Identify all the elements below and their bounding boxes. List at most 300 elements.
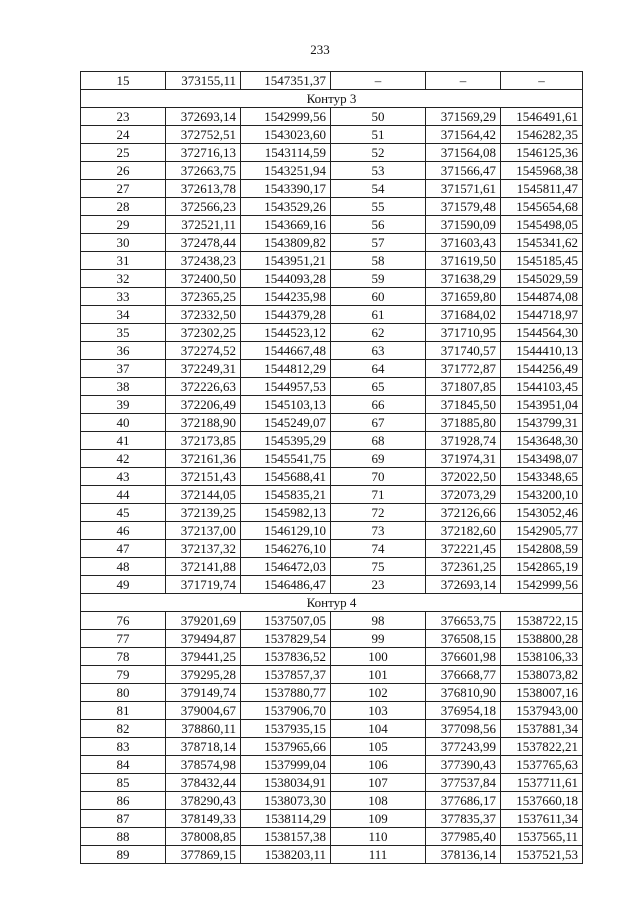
- x-coordinate: 376601,98: [426, 648, 501, 666]
- x-coordinate: –: [426, 72, 501, 90]
- page-number: 233: [310, 42, 330, 57]
- x-coordinate: 371569,29: [426, 108, 501, 126]
- x-coordinate: 376668,77: [426, 666, 501, 684]
- point-number: 57: [331, 234, 426, 252]
- table-row: [81, 810, 583, 828]
- y-coordinate: 1537565,11: [501, 828, 583, 846]
- point-number: 87: [81, 810, 166, 828]
- table-row: [81, 576, 583, 594]
- x-coordinate: 371885,80: [426, 414, 501, 432]
- x-coordinate: 372161,36: [166, 450, 241, 468]
- y-coordinate: 1545654,68: [501, 198, 583, 216]
- y-coordinate: 1546472,03: [241, 558, 331, 576]
- point-number: 60: [331, 288, 426, 306]
- point-number: 35: [81, 324, 166, 342]
- y-coordinate: 1543498,07: [501, 450, 583, 468]
- table-row: [81, 144, 583, 162]
- point-number: 15: [81, 72, 166, 90]
- point-number: 74: [331, 540, 426, 558]
- point-number: 23: [331, 576, 426, 594]
- x-coordinate: 372182,60: [426, 522, 501, 540]
- point-number: 47: [81, 540, 166, 558]
- y-coordinate: 1537836,52: [241, 648, 331, 666]
- point-number: 105: [331, 738, 426, 756]
- y-coordinate: 1545498,05: [501, 216, 583, 234]
- x-coordinate: 378149,33: [166, 810, 241, 828]
- y-coordinate: 1542905,77: [501, 522, 583, 540]
- table-row: [81, 792, 583, 810]
- point-number: 82: [81, 720, 166, 738]
- x-coordinate: 376653,75: [426, 612, 501, 630]
- y-coordinate: 1538800,28: [501, 630, 583, 648]
- table-row: [81, 108, 583, 126]
- x-coordinate: 371638,29: [426, 270, 501, 288]
- x-coordinate: 372752,51: [166, 126, 241, 144]
- y-coordinate: 1545395,29: [241, 432, 331, 450]
- x-coordinate: 378574,98: [166, 756, 241, 774]
- y-coordinate: 1537999,04: [241, 756, 331, 774]
- y-coordinate: 1546125,36: [501, 144, 583, 162]
- x-coordinate: 378432,44: [166, 774, 241, 792]
- point-number: 103: [331, 702, 426, 720]
- point-number: 24: [81, 126, 166, 144]
- section-title: Контур 3: [81, 90, 583, 108]
- y-coordinate: 1545688,41: [241, 468, 331, 486]
- point-number: 78: [81, 648, 166, 666]
- y-coordinate: 1546276,10: [241, 540, 331, 558]
- table-row: [81, 774, 583, 792]
- table-row: [81, 468, 583, 486]
- y-coordinate: 1544103,45: [501, 378, 583, 396]
- table-row: [81, 126, 583, 144]
- y-coordinate: 1543951,21: [241, 252, 331, 270]
- table-row: [81, 702, 583, 720]
- table-row: [81, 720, 583, 738]
- x-coordinate: 378136,14: [426, 846, 501, 864]
- point-number: 28: [81, 198, 166, 216]
- point-number: 43: [81, 468, 166, 486]
- point-number: 81: [81, 702, 166, 720]
- point-number: 77: [81, 630, 166, 648]
- x-coordinate: 372365,25: [166, 288, 241, 306]
- point-number: 108: [331, 792, 426, 810]
- point-number: 63: [331, 342, 426, 360]
- y-coordinate: 1542999,56: [501, 576, 583, 594]
- table-row: [81, 486, 583, 504]
- point-number: 89: [81, 846, 166, 864]
- section-header-row: [81, 594, 583, 612]
- point-number: 61: [331, 306, 426, 324]
- y-coordinate: 1545541,75: [241, 450, 331, 468]
- point-number: 71: [331, 486, 426, 504]
- point-number: 79: [81, 666, 166, 684]
- x-coordinate: 372361,25: [426, 558, 501, 576]
- point-number: 62: [331, 324, 426, 342]
- y-coordinate: 1537906,70: [241, 702, 331, 720]
- table-row: [81, 180, 583, 198]
- x-coordinate: 376508,15: [426, 630, 501, 648]
- x-coordinate: 371772,87: [426, 360, 501, 378]
- point-number: 58: [331, 252, 426, 270]
- x-coordinate: 373155,11: [166, 72, 241, 90]
- table-row: [81, 414, 583, 432]
- y-coordinate: 1547351,37: [241, 72, 331, 90]
- x-coordinate: 372521,11: [166, 216, 241, 234]
- x-coordinate: 372173,85: [166, 432, 241, 450]
- y-coordinate: 1544718,97: [501, 306, 583, 324]
- y-coordinate: 1537935,15: [241, 720, 331, 738]
- y-coordinate: 1537943,00: [501, 702, 583, 720]
- table-row: [81, 738, 583, 756]
- point-number: 41: [81, 432, 166, 450]
- table-row: [81, 234, 583, 252]
- x-coordinate: 378008,85: [166, 828, 241, 846]
- point-number: 50: [331, 108, 426, 126]
- point-number: 42: [81, 450, 166, 468]
- table-row: [81, 216, 583, 234]
- point-number: 65: [331, 378, 426, 396]
- table-row: [81, 306, 583, 324]
- y-coordinate: 1538007,16: [501, 684, 583, 702]
- y-coordinate: 1538114,29: [241, 810, 331, 828]
- point-number: 80: [81, 684, 166, 702]
- x-coordinate: 377686,17: [426, 792, 501, 810]
- point-number: 102: [331, 684, 426, 702]
- x-coordinate: 371571,61: [426, 180, 501, 198]
- x-coordinate: 372249,31: [166, 360, 241, 378]
- y-coordinate: 1546491,61: [501, 108, 583, 126]
- y-coordinate: 1543348,65: [501, 468, 583, 486]
- table-row: [81, 522, 583, 540]
- x-coordinate: 371807,85: [426, 378, 501, 396]
- point-number: 110: [331, 828, 426, 846]
- table-row: [81, 450, 583, 468]
- x-coordinate: 371564,08: [426, 144, 501, 162]
- y-coordinate: 1537611,34: [501, 810, 583, 828]
- y-coordinate: 1544667,48: [241, 342, 331, 360]
- point-number: 39: [81, 396, 166, 414]
- x-coordinate: 372332,50: [166, 306, 241, 324]
- x-coordinate: 377985,40: [426, 828, 501, 846]
- point-number: 67: [331, 414, 426, 432]
- y-coordinate: 1544379,28: [241, 306, 331, 324]
- table-row: [81, 342, 583, 360]
- y-coordinate: 1543669,16: [241, 216, 331, 234]
- y-coordinate: 1545341,62: [501, 234, 583, 252]
- x-coordinate: 371579,48: [426, 198, 501, 216]
- y-coordinate: 1543809,82: [241, 234, 331, 252]
- y-coordinate: 1537660,18: [501, 792, 583, 810]
- y-coordinate: 1543529,26: [241, 198, 331, 216]
- x-coordinate: 372274,52: [166, 342, 241, 360]
- point-number: 37: [81, 360, 166, 378]
- x-coordinate: 372302,25: [166, 324, 241, 342]
- table-row: [81, 558, 583, 576]
- table-row: [81, 666, 583, 684]
- y-coordinate: 1538073,82: [501, 666, 583, 684]
- table-row: [81, 288, 583, 306]
- x-coordinate: 372137,32: [166, 540, 241, 558]
- point-number: 32: [81, 270, 166, 288]
- y-coordinate: 1537507,05: [241, 612, 331, 630]
- point-number: 69: [331, 450, 426, 468]
- y-coordinate: 1544256,49: [501, 360, 583, 378]
- y-coordinate: 1543390,17: [241, 180, 331, 198]
- point-number: 84: [81, 756, 166, 774]
- y-coordinate: 1545103,13: [241, 396, 331, 414]
- point-number: 106: [331, 756, 426, 774]
- x-coordinate: 378290,43: [166, 792, 241, 810]
- y-coordinate: 1538106,33: [501, 648, 583, 666]
- y-coordinate: 1543023,60: [241, 126, 331, 144]
- y-coordinate: 1545029,59: [501, 270, 583, 288]
- y-coordinate: 1538034,91: [241, 774, 331, 792]
- y-coordinate: 1537822,21: [501, 738, 583, 756]
- x-coordinate: 371928,74: [426, 432, 501, 450]
- table-row: [81, 72, 583, 90]
- point-number: 38: [81, 378, 166, 396]
- y-coordinate: 1538157,38: [241, 828, 331, 846]
- table-row: [81, 396, 583, 414]
- x-coordinate: 371710,95: [426, 324, 501, 342]
- x-coordinate: 372137,00: [166, 522, 241, 540]
- point-number: 31: [81, 252, 166, 270]
- point-number: 48: [81, 558, 166, 576]
- point-number: 26: [81, 162, 166, 180]
- point-number: 29: [81, 216, 166, 234]
- y-coordinate: 1544523,12: [241, 324, 331, 342]
- point-number: 66: [331, 396, 426, 414]
- point-number: 75: [331, 558, 426, 576]
- y-coordinate: 1544410,13: [501, 342, 583, 360]
- table-row: [81, 756, 583, 774]
- y-coordinate: 1546282,35: [501, 126, 583, 144]
- y-coordinate: 1545835,21: [241, 486, 331, 504]
- point-number: 33: [81, 288, 166, 306]
- table-row: [81, 378, 583, 396]
- point-number: 54: [331, 180, 426, 198]
- x-coordinate: 371684,02: [426, 306, 501, 324]
- y-coordinate: 1544874,08: [501, 288, 583, 306]
- x-coordinate: 376810,90: [426, 684, 501, 702]
- x-coordinate: 372188,90: [166, 414, 241, 432]
- y-coordinate: 1543799,31: [501, 414, 583, 432]
- point-number: 51: [331, 126, 426, 144]
- x-coordinate: 378718,14: [166, 738, 241, 756]
- y-coordinate: 1544957,53: [241, 378, 331, 396]
- coordinates-table: [80, 71, 583, 864]
- table-row: [81, 252, 583, 270]
- x-coordinate: 371659,80: [426, 288, 501, 306]
- y-coordinate: 1537829,54: [241, 630, 331, 648]
- y-coordinate: 1543114,59: [241, 144, 331, 162]
- y-coordinate: 1544564,30: [501, 324, 583, 342]
- point-number: 99: [331, 630, 426, 648]
- x-coordinate: 376954,18: [426, 702, 501, 720]
- x-coordinate: 379149,74: [166, 684, 241, 702]
- section-header-row: [81, 90, 583, 108]
- x-coordinate: 379295,28: [166, 666, 241, 684]
- point-number: 25: [81, 144, 166, 162]
- y-coordinate: 1537521,53: [501, 846, 583, 864]
- x-coordinate: 372693,14: [426, 576, 501, 594]
- section-title: Контур 4: [81, 594, 583, 612]
- x-coordinate: 372206,49: [166, 396, 241, 414]
- x-coordinate: 379494,87: [166, 630, 241, 648]
- y-coordinate: 1544093,28: [241, 270, 331, 288]
- point-number: 34: [81, 306, 166, 324]
- point-number: 53: [331, 162, 426, 180]
- y-coordinate: 1538722,15: [501, 612, 583, 630]
- x-coordinate: 377537,84: [426, 774, 501, 792]
- y-coordinate: 1545811,47: [501, 180, 583, 198]
- point-number: 73: [331, 522, 426, 540]
- table-row: [81, 432, 583, 450]
- y-coordinate: 1544812,29: [241, 360, 331, 378]
- x-coordinate: 372221,45: [426, 540, 501, 558]
- point-number: 64: [331, 360, 426, 378]
- y-coordinate: 1545968,38: [501, 162, 583, 180]
- y-coordinate: 1542808,59: [501, 540, 583, 558]
- table-row: [81, 648, 583, 666]
- x-coordinate: 371845,50: [426, 396, 501, 414]
- y-coordinate: 1537880,77: [241, 684, 331, 702]
- point-number: 36: [81, 342, 166, 360]
- table-row: [81, 324, 583, 342]
- y-coordinate: 1542865,19: [501, 558, 583, 576]
- y-coordinate: 1544235,98: [241, 288, 331, 306]
- table-row: [81, 612, 583, 630]
- point-number: 101: [331, 666, 426, 684]
- table-row: [81, 630, 583, 648]
- point-number: 88: [81, 828, 166, 846]
- x-coordinate: 371740,57: [426, 342, 501, 360]
- point-number: 30: [81, 234, 166, 252]
- x-coordinate: 377098,56: [426, 720, 501, 738]
- x-coordinate: 371590,09: [426, 216, 501, 234]
- point-number: 23: [81, 108, 166, 126]
- x-coordinate: 372663,75: [166, 162, 241, 180]
- x-coordinate: 372126,66: [426, 504, 501, 522]
- point-number: 107: [331, 774, 426, 792]
- x-coordinate: 372613,78: [166, 180, 241, 198]
- point-number: 104: [331, 720, 426, 738]
- x-coordinate: 371566,47: [426, 162, 501, 180]
- point-number: 55: [331, 198, 426, 216]
- y-coordinate: 1546486,47: [241, 576, 331, 594]
- table-row: [81, 540, 583, 558]
- x-coordinate: 371564,42: [426, 126, 501, 144]
- x-coordinate: 372400,50: [166, 270, 241, 288]
- point-number: –: [331, 72, 426, 90]
- table-row: [81, 360, 583, 378]
- y-coordinate: 1537857,37: [241, 666, 331, 684]
- point-number: 76: [81, 612, 166, 630]
- table-row: [81, 270, 583, 288]
- x-coordinate: 377243,99: [426, 738, 501, 756]
- point-number: 72: [331, 504, 426, 522]
- x-coordinate: 379441,25: [166, 648, 241, 666]
- y-coordinate: 1543251,94: [241, 162, 331, 180]
- point-number: 111: [331, 846, 426, 864]
- y-coordinate: 1545249,07: [241, 414, 331, 432]
- table-row: [81, 162, 583, 180]
- x-coordinate: 372073,29: [426, 486, 501, 504]
- point-number: 83: [81, 738, 166, 756]
- y-coordinate: 1537711,61: [501, 774, 583, 792]
- x-coordinate: 377390,43: [426, 756, 501, 774]
- x-coordinate: 372716,13: [166, 144, 241, 162]
- y-coordinate: 1537965,66: [241, 738, 331, 756]
- y-coordinate: 1543951,04: [501, 396, 583, 414]
- point-number: 68: [331, 432, 426, 450]
- y-coordinate: 1543648,30: [501, 432, 583, 450]
- point-number: 56: [331, 216, 426, 234]
- x-coordinate: 377835,37: [426, 810, 501, 828]
- table-row: [81, 828, 583, 846]
- y-coordinate: 1542999,56: [241, 108, 331, 126]
- y-coordinate: 1546129,10: [241, 522, 331, 540]
- point-number: 70: [331, 468, 426, 486]
- y-coordinate: 1538203,11: [241, 846, 331, 864]
- x-coordinate: 372693,14: [166, 108, 241, 126]
- table-row: [81, 684, 583, 702]
- x-coordinate: 371603,43: [426, 234, 501, 252]
- x-coordinate: 372139,25: [166, 504, 241, 522]
- point-number: 44: [81, 486, 166, 504]
- x-coordinate: 379004,67: [166, 702, 241, 720]
- x-coordinate: 371619,50: [426, 252, 501, 270]
- table-row: [81, 198, 583, 216]
- coordinates-table-body: [81, 72, 583, 864]
- x-coordinate: 371974,31: [426, 450, 501, 468]
- table-row: [81, 504, 583, 522]
- y-coordinate: 1545982,13: [241, 504, 331, 522]
- point-number: 27: [81, 180, 166, 198]
- point-number: 49: [81, 576, 166, 594]
- y-coordinate: 1538073,30: [241, 792, 331, 810]
- y-coordinate: 1543052,46: [501, 504, 583, 522]
- y-coordinate: 1543200,10: [501, 486, 583, 504]
- x-coordinate: 372478,44: [166, 234, 241, 252]
- y-coordinate: 1537765,63: [501, 756, 583, 774]
- point-number: 52: [331, 144, 426, 162]
- x-coordinate: 372022,50: [426, 468, 501, 486]
- table-row: [81, 846, 583, 864]
- y-coordinate: 1545185,45: [501, 252, 583, 270]
- x-coordinate: 371719,74: [166, 576, 241, 594]
- point-number: 59: [331, 270, 426, 288]
- y-coordinate: –: [501, 72, 583, 90]
- x-coordinate: 378860,11: [166, 720, 241, 738]
- x-coordinate: 372438,23: [166, 252, 241, 270]
- point-number: 85: [81, 774, 166, 792]
- point-number: 40: [81, 414, 166, 432]
- point-number: 45: [81, 504, 166, 522]
- x-coordinate: 379201,69: [166, 612, 241, 630]
- y-coordinate: 1537881,34: [501, 720, 583, 738]
- point-number: 46: [81, 522, 166, 540]
- x-coordinate: 372151,43: [166, 468, 241, 486]
- point-number: 100: [331, 648, 426, 666]
- x-coordinate: 372141,88: [166, 558, 241, 576]
- point-number: 109: [331, 810, 426, 828]
- x-coordinate: 372226,63: [166, 378, 241, 396]
- x-coordinate: 372566,23: [166, 198, 241, 216]
- x-coordinate: 377869,15: [166, 846, 241, 864]
- point-number: 98: [331, 612, 426, 630]
- point-number: 86: [81, 792, 166, 810]
